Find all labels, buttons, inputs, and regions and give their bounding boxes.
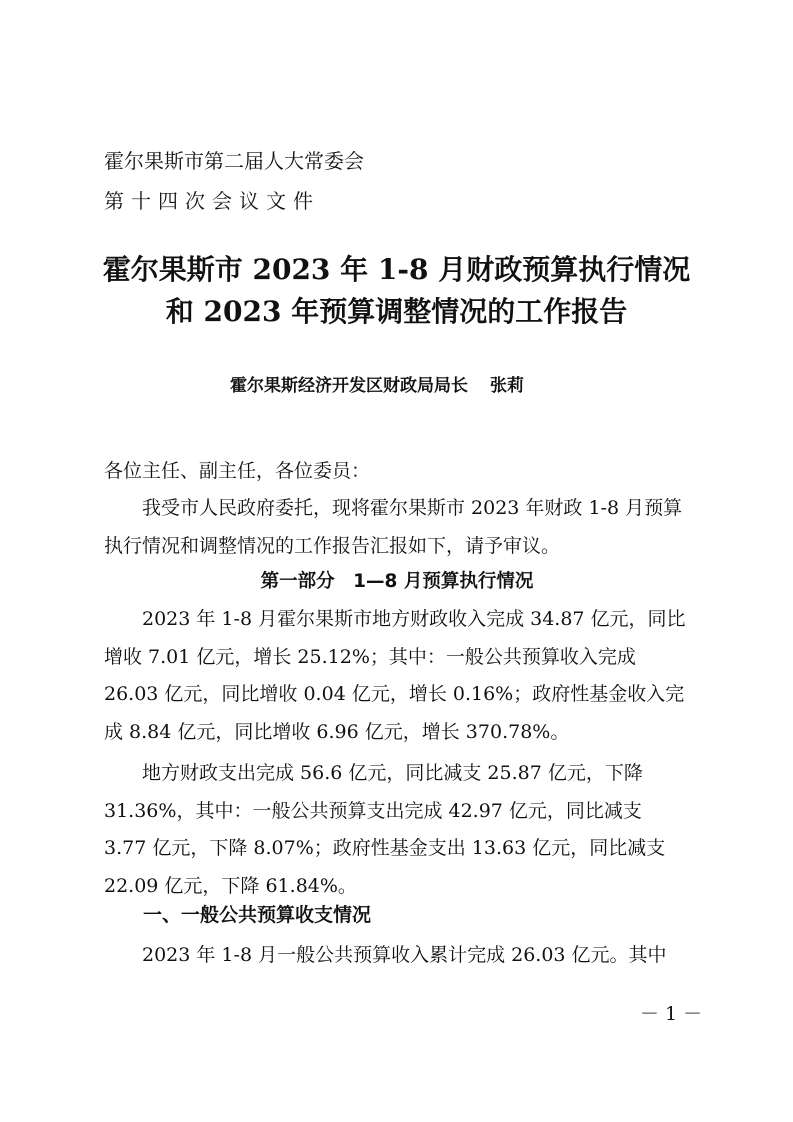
author-position: 霍尔果斯经济开发区财政局局长 xyxy=(230,376,468,396)
session-document-line: 第十四次会议文件 xyxy=(104,189,320,213)
issuing-body-line: 霍尔果斯市第二届人大常委会 xyxy=(104,149,364,173)
revenue-paragraph: 2023 年 1-8 月霍尔果斯市地方财政收入完成 34.87 亿元，同比增收 7.01 亿元，增长 25.12%；其中：一般公共预算收入完成 26.03 亿元，同比增收 0.04 亿元，增长 0.16%；政府性基金收入完成 8.84 亿元，同比增收 6.96 亿元，增长 370.78%。 xyxy=(104,608,686,743)
expenditure-paragraph: 地方财政支出完成 56.6 亿元，同比减支 25.87 亿元，下降 31.36%，其中：一般公共预算支出完成 42.97 亿元，同比减支 3.77 亿元，下降 8.07%；政府性基金支出 13.63 亿元，同比减支 22.09 亿元，下降 61.84%。 xyxy=(104,762,666,897)
intro-paragraph: 我受市人民政府委托，现将霍尔果斯市 2023 年财政 1-8 月预算执行情况和调整情况的工作报告汇报如下，请予审议。 xyxy=(104,497,683,557)
general-budget-paragraph: 2023 年 1-8 月一般公共预算收入累计完成 26.03 亿元。其中 xyxy=(142,944,667,966)
page-number: － 1 － xyxy=(640,1003,703,1025)
author-name: 张莉 xyxy=(490,376,524,396)
author-line xyxy=(230,375,524,397)
section-1-heading: 第一部分 1—8 月预算执行情况 xyxy=(260,571,534,592)
report-title-line-1: 霍尔果斯市 2023 年 1-8 月财政预算执行情况 xyxy=(102,253,691,286)
report-title-line-2: 和 2023 年预算调整情况的工作报告 xyxy=(165,295,628,328)
greeting: 各位主任、副主任，各位委员： xyxy=(104,460,371,482)
subsection-1-heading: 一、一般公共预算收支情况 xyxy=(143,904,372,926)
